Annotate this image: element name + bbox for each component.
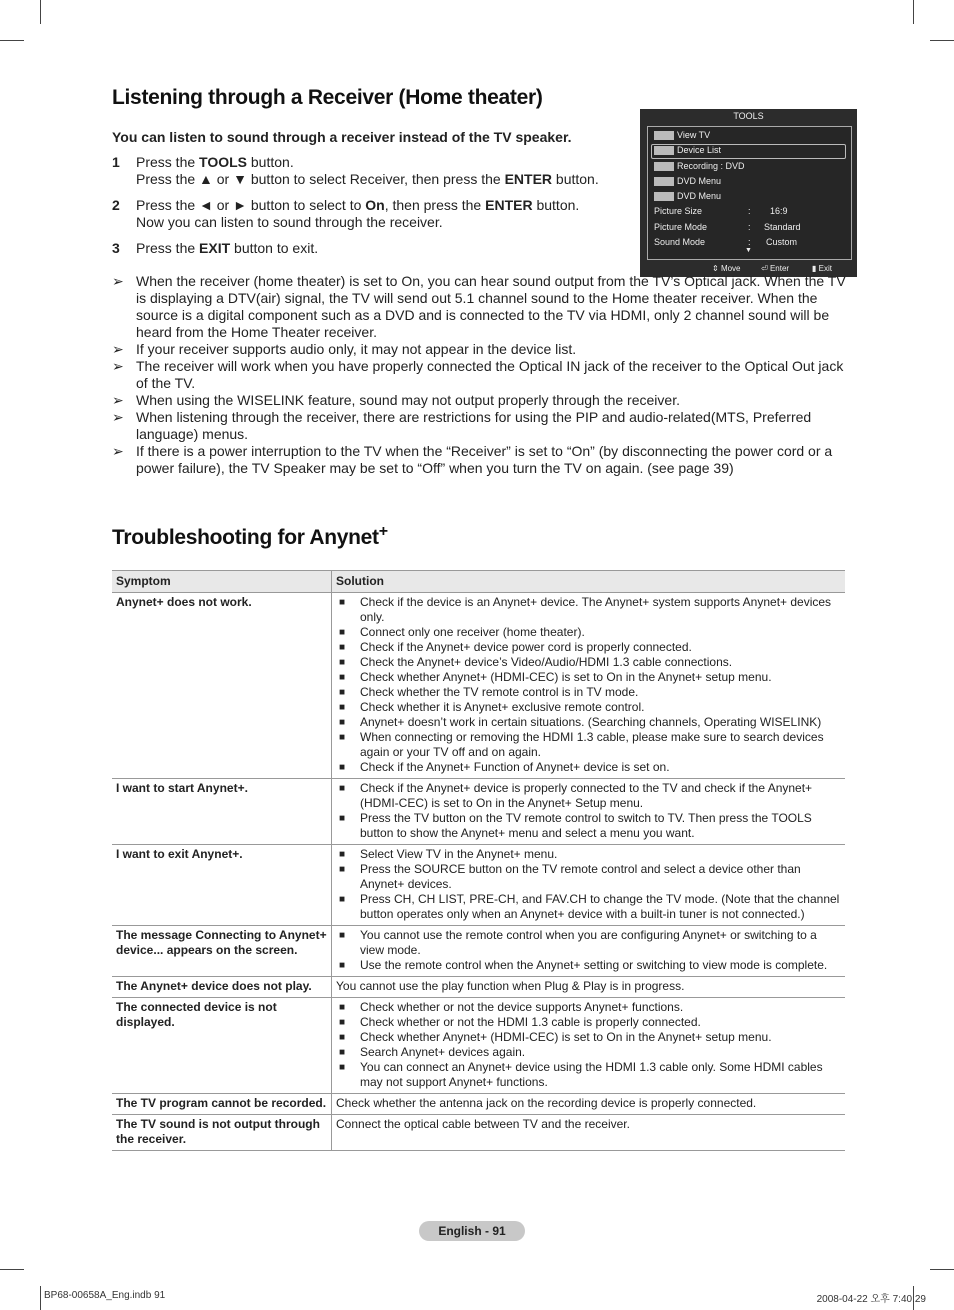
intro-text: You can listen to sound through a receiver instead of the TV speaker. [112, 129, 572, 145]
symptom-cell: The Anynet+ device does not play. [112, 977, 332, 998]
step-number: 1 [112, 154, 120, 170]
note-item: ➢ The receiver will work when you have properly connected the Optical IN jack of the receiver to the Optical Out jack of the TV. [112, 358, 844, 391]
note-item: ➢ If your receiver supports audio only, it may not appear in the device list. [112, 341, 577, 357]
anynet-logo-icon [654, 146, 674, 155]
symptom-cell: I want to exit Anynet+. [112, 845, 332, 926]
solution-item: ■ Check whether the TV remote control is in TV mode. [336, 685, 841, 700]
arrow-bullet-icon: ➢ [112, 358, 124, 374]
setting-picture-mode[interactable]: Picture Mode : Standard [654, 222, 801, 232]
solution-item: ■ Select View TV in the Anynet+ menu. [336, 847, 841, 862]
symptom-cell: The TV sound is not output through the receiver. [112, 1115, 332, 1151]
crop-mark [0, 40, 24, 41]
step-item [112, 240, 632, 257]
solution-item: ■ Check if the Anynet+ device power cord is properly connected. [336, 640, 841, 655]
crop-mark [930, 1269, 954, 1270]
solution-cell: Connect the optical cable between TV and the receiver. [332, 1115, 846, 1151]
solution-item: ■ Use the remote control when the Anynet+ setting or switching to view mode is complete. [336, 958, 841, 973]
menu-item-device-list[interactable]: Device List [654, 144, 721, 157]
exit-icon: ▮ [812, 264, 817, 273]
menu-item-recording[interactable]: Recording : DVD [654, 160, 745, 173]
solution-cell [332, 779, 846, 845]
anynet-logo-icon [654, 131, 674, 140]
step-line: Press the TOOLS button. [136, 154, 294, 170]
solution-item: ■ Check whether or not the HDMI 1.3 cable is properly connected. [336, 1015, 841, 1030]
anynet-logo-icon [654, 162, 674, 171]
solution-cell [332, 926, 846, 977]
arrow-bullet-icon: ➢ [112, 409, 124, 425]
notes-list [112, 273, 858, 477]
arrow-bullet-icon: ➢ [112, 273, 124, 289]
solution-item: ■ You can connect an Anynet+ device using the HDMI 1.3 cable only. Some HDMI cables may not support Anynet+ functions. [336, 1060, 841, 1090]
solution-item: ■ Check whether Anynet+ (HDMI-CEC) is set to On in the Anynet+ setup menu. [336, 670, 841, 685]
footer-move: ⇕ Move [712, 264, 741, 273]
crop-mark [913, 0, 914, 24]
solution-item: ■ You cannot use the remote control when you are configuring Anynet+ or switching to a view mode. [336, 928, 841, 958]
footer-enter: ⏎ Enter [761, 264, 790, 273]
solution-item: ■ Search Anynet+ devices again. [336, 1045, 841, 1060]
note-item: ➢ If there is a power interruption to the TV when the “Receiver” is set to “On” (by disconnecting the power cord or a power failure), the TV Speaker may be set to “Off” when you turn the TV on again. (see page 39) [112, 443, 833, 476]
section-title-troubleshooting: Troubleshooting for Anynet+ [112, 523, 388, 549]
enter-icon: ⏎ [761, 264, 768, 273]
solution-cell [332, 593, 846, 779]
solution-item: ■ Press the SOURCE button on the TV remote control and select a device other than Anynet+ devices. [336, 862, 841, 892]
menu-item-dvd-menu[interactable]: DVD Menu [654, 175, 721, 188]
tools-menu-panel [647, 126, 852, 260]
note-item: ➢ When the receiver (home theater) is set to On, you can hear sound output from the TV’s Optical jack. When the TV is displaying a DTV(air) signal, the TV will send out 5.1 channel sound to the Home theater receiver. When the source is a digital component such as a DVD and is connected to the TV via HDMI, only 2 channel sound will be heard from the Home Theater receiver. [112, 273, 846, 340]
solution-item: ■ Check whether it is Anynet+ exclusive remote control. [336, 700, 841, 715]
step-number: 3 [112, 240, 120, 256]
symptom-cell: I want to start Anynet+. [112, 779, 332, 845]
page-number-badge: English - 91 [419, 1221, 525, 1241]
step-line: Now you can listen to sound through the receiver. [136, 214, 443, 230]
anynet-logo-icon [654, 177, 674, 186]
symptom-cell: The TV program cannot be recorded. [112, 1094, 332, 1115]
symptom-cell: Anynet+ does not work. [112, 593, 332, 779]
anynet-logo-icon [654, 192, 674, 201]
tools-menu [640, 109, 857, 277]
note-item: ➢ When using the WISELINK feature, sound may not output properly through the receiver. [112, 392, 680, 408]
setting-sound-mode[interactable]: Sound Mode : Custom [654, 237, 798, 247]
table-row [112, 1115, 845, 1151]
solution-cell: You cannot use the play function when Plug & Play is in progress. [332, 977, 846, 998]
symptom-cell: The message Connecting to Anynet+ device... appears on the screen. [112, 926, 332, 977]
column-header-symptom: Symptom [112, 571, 332, 593]
arrow-bullet-icon: ➢ [112, 443, 124, 459]
footer-timestamp: 2008-04-22 오후 7:40:29 [816, 1294, 926, 1305]
table-row [112, 845, 845, 926]
step-line: Press the EXIT button to exit. [136, 240, 319, 256]
footer-exit: ▮ Exit [812, 264, 832, 273]
crop-mark [0, 1269, 24, 1270]
step-number: 2 [112, 197, 120, 213]
solution-item: ■ Anynet+ doesn’t work in certain situations. (Searching channels, Operating WISELINK) [336, 715, 841, 730]
table-row [112, 998, 845, 1094]
footer-file-info: BP68-00658A_Eng.indb 91 [44, 1290, 166, 1301]
symptom-cell: The connected device is not displayed. [112, 998, 332, 1094]
solution-cell [332, 998, 846, 1094]
table-row [112, 977, 845, 998]
solution-item: ■ Connect only one receiver (home theater). [336, 625, 841, 640]
solution-item: ■ Check if the Anynet+ device is properly connected to the TV and check if the Anynet+ (HDMI-CEC) is set to On in the Anynet+ Setup menu. [336, 781, 841, 811]
step-item [112, 154, 632, 188]
solution-item: ■ Check whether Anynet+ (HDMI-CEC) is set to On in the Anynet+ setup menu. [336, 1030, 841, 1045]
section-title-receiver: Listening through a Receiver (Home theater) [112, 86, 543, 109]
arrow-bullet-icon: ➢ [112, 341, 124, 357]
crop-mark [40, 0, 41, 24]
steps-list [112, 154, 632, 266]
scroll-down-icon: ▼ [745, 247, 752, 254]
step-line: Press the ▲ or ▼ button to select Receiver, then press the ENTER button. [136, 171, 599, 187]
step-line: Press the ◄ or ► button to select to On, then press the ENTER button. [136, 197, 580, 213]
solution-item: ■ Check the Anynet+ device’s Video/Audio/HDMI 1.3 cable connections. [336, 655, 841, 670]
note-item: ➢ When listening through the receiver, there are restrictions for using the PIP and audio-related(MTS, Preferred language) menus. [112, 409, 812, 442]
move-arrows-icon: ⇕ [712, 264, 719, 273]
tools-menu-title: TOOLS [733, 111, 764, 121]
table-row [112, 1094, 845, 1115]
solution-item: ■ Check if the Anynet+ Function of Anynet+ device is set on. [336, 760, 841, 775]
step-item [112, 197, 632, 231]
crop-mark [930, 40, 954, 41]
solution-cell [332, 845, 846, 926]
setting-picture-size[interactable]: Picture Size : 16:9 [654, 206, 788, 216]
solution-item: ■ When connecting or removing the HDMI 1.3 cable, please make sure to search devices again or your TV off and on again. [336, 730, 841, 760]
solution-item: ■ Check whether or not the device supports Anynet+ functions. [336, 1000, 841, 1015]
solution-item: ■ Press the TV button on the TV remote control to switch to TV. Then press the TOOLS button to show the Anynet+ menu and select a menu you want. [336, 811, 841, 841]
menu-item-view-tv[interactable]: View TV [654, 129, 710, 142]
troubleshooting-table [112, 570, 845, 1151]
solution-cell: Check whether the antenna jack on the recording device is properly connected. [332, 1094, 846, 1115]
solution-item: ■ Press CH, CH LIST, PRE-CH, and FAV.CH to change the TV mode. (Note that the channel button operates only when an Anynet+ device with a built-in tuner is not connected.) [336, 892, 841, 922]
column-header-solution: Solution [332, 571, 846, 593]
table-header-row [112, 571, 845, 593]
table-row [112, 779, 845, 845]
table-row [112, 593, 845, 779]
menu-item-dvd-menu[interactable]: DVD Menu [654, 190, 721, 203]
table-row [112, 926, 845, 977]
solution-item: ■ Check if the device is an Anynet+ device. The Anynet+ system supports Anynet+ devices only. [336, 595, 841, 625]
crop-mark [40, 1286, 41, 1310]
arrow-bullet-icon: ➢ [112, 392, 124, 408]
